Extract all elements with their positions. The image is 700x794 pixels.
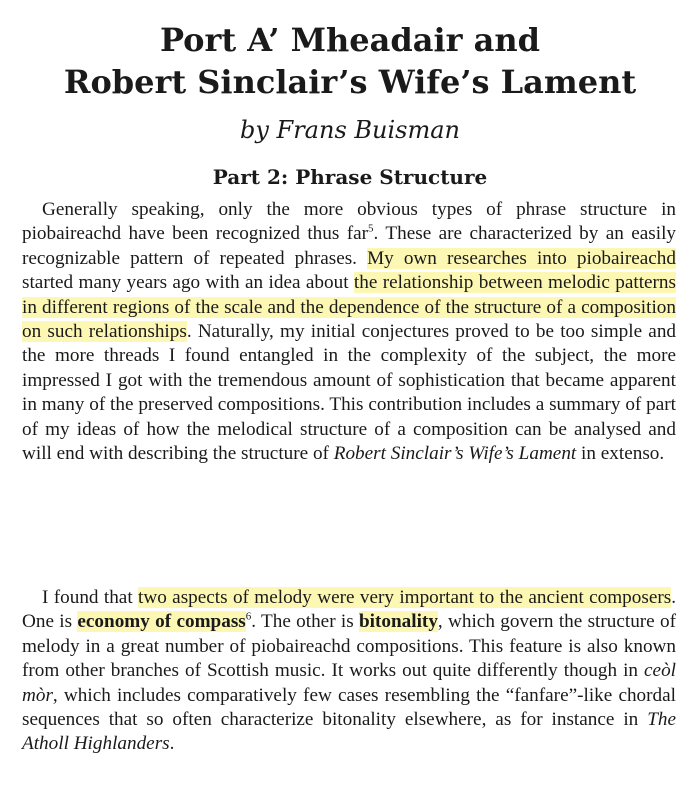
italic-tune-title: Robert Sinclair’s Wife’s Lament [333,443,577,465]
highlight-researches: My own researches into piobaireachd [367,247,676,269]
footnote-ref-6[interactable]: 6 [245,611,252,624]
italic-ceol-mor: ceòl mòr [22,660,676,706]
highlight-relationship: the relationship between melodic patterns in different regions of the scale and the dependence of the structure of a composition on such relationships [22,272,676,343]
p1-text-3: started many years ago with an idea about [22,272,354,294]
highlight-two-aspects: two aspects of melody were very important to the ancient composers [138,587,672,608]
p1-text-1: Generally speaking, only the more obvious types of phrase structure in piobaireachd have been recognized thus far [22,199,676,245]
p2-text-5: , which includes comparatively few cases resembling the “fanfare”-like chordal sequences that so often characterize bitonality elsewhere, as for instance in [22,684,676,731]
highlight-bitonality: bitonality [359,611,438,633]
section-subtitle: Part 2: Phrase Structure [212,165,488,189]
footnote-ref-5[interactable]: 5 [368,223,374,236]
paragraph-1 [22,198,676,466]
p2-text-1: I found that [42,587,139,608]
p2-text-2: . One is [22,587,676,633]
p2-text-3: . The other is [251,611,360,633]
p2-text-6: . [169,733,175,755]
p1-text-2: . These are characterized by an easily recognizable pattern of repeated phrases. [22,223,677,269]
p1-text-5: in extenso. [576,443,665,465]
highlight-economy-of-compass: economy of compass [77,611,246,633]
author-byline: by Frans Buisman [240,116,460,144]
title-line-1: Port A’ Mheadair and [159,21,541,59]
paragraph-2 [22,586,676,757]
title-line-2: Robert Sinclair’s Wife’s Lament [63,63,637,101]
p1-text-4: . Naturally, my initial conjectures proved to be too simple and the more threads I found entangled in the complexity of the subject, the more impressed I got with the tremendous amount of sophistication that became apparent in many of the preserved compositions. This contribution includes a summary of part of my ideas of how the melodical structure of a composition can be analysed and will end with describing the structure of [22,321,677,465]
p2-text-4: , which govern the structure of melody in a great number of piobaireachd compositions. This feature is also known from other branches of Scottish music. It works out quite differently though in [22,611,676,682]
italic-atholl-highlanders: The Atholl Highlanders [22,709,676,755]
